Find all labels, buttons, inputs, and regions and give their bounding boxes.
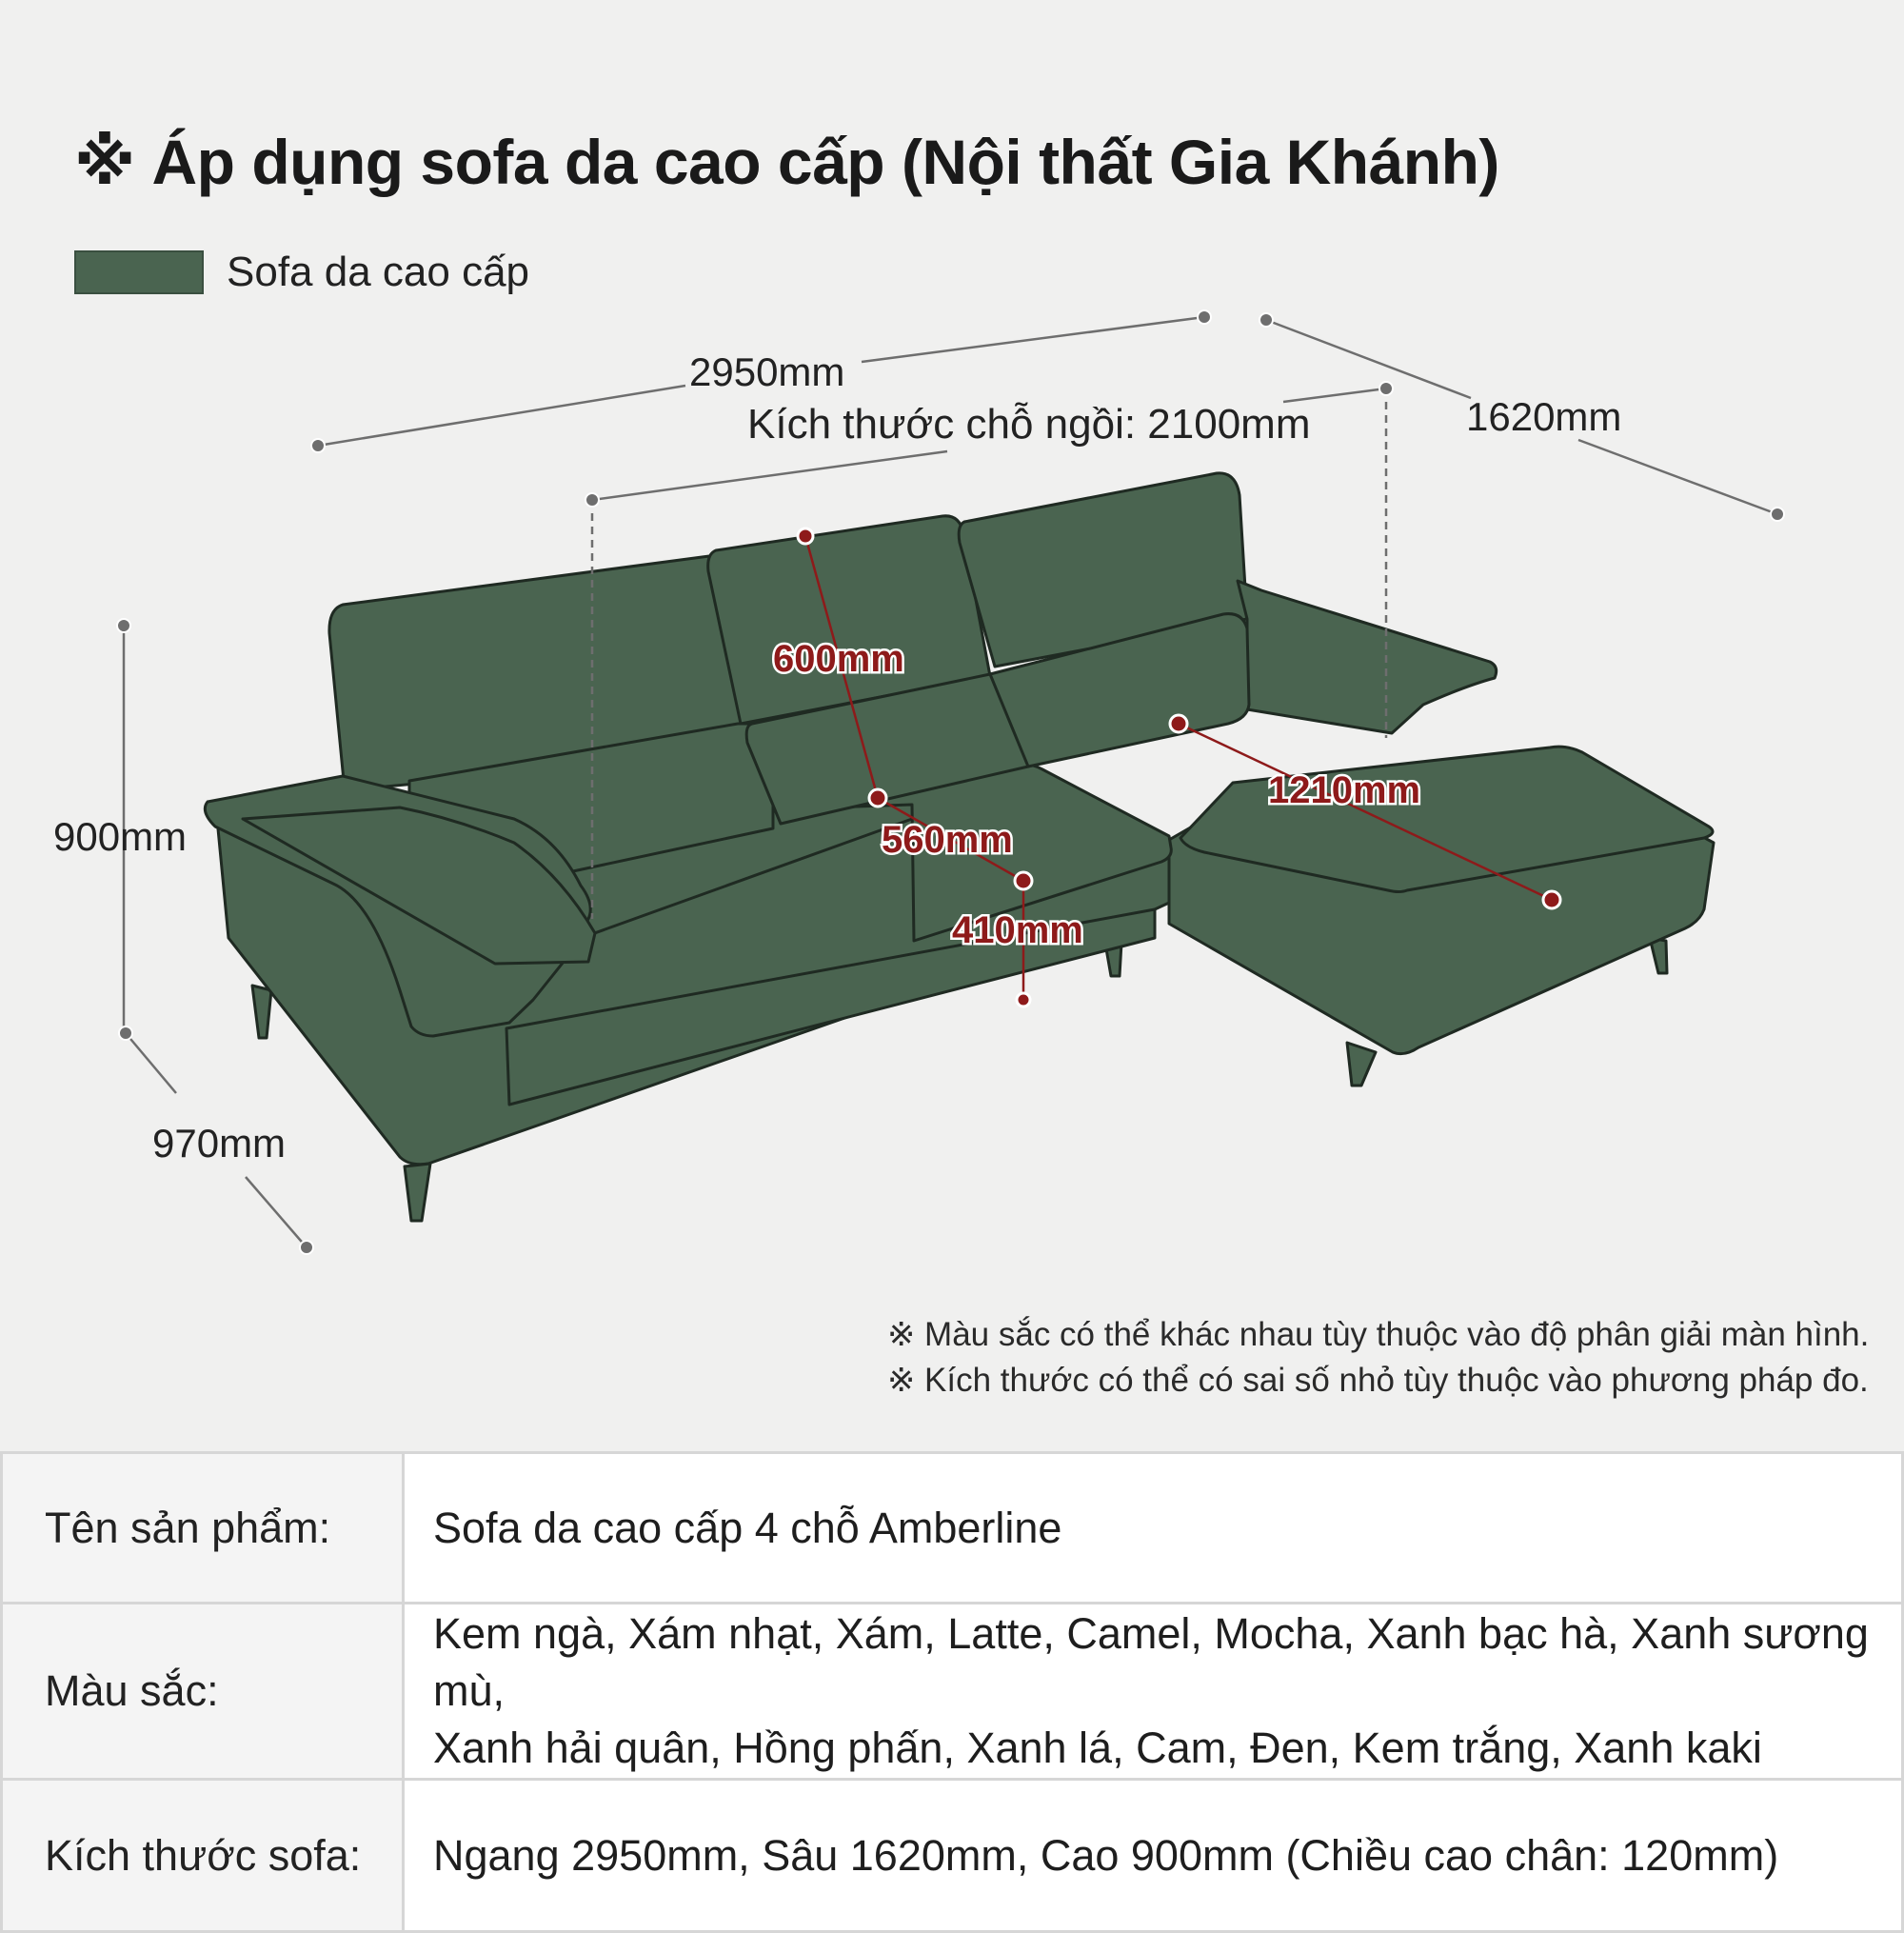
dimline-seat-width-right [1283, 389, 1386, 402]
table-row [2, 1453, 1903, 1604]
sofa-leg-front-right [1347, 1043, 1376, 1086]
label-backrest-height: 600mm [773, 638, 904, 680]
dimline-depth-left-top [126, 1033, 176, 1093]
sofa-leg-back-left [252, 986, 271, 1038]
note-size: ※ Kích thước có thể có sai số nhỏ tùy thuộc vào phương pháp đo. [887, 1362, 1869, 1399]
spec-value-product-name: Sofa da cao cấp 4 chỗ Amberline [404, 1453, 1903, 1604]
dimline-depth-top [1266, 320, 1471, 398]
sofa-leg-front-left [405, 1164, 430, 1221]
spec-label-product-name: Tên sản phẩm: [2, 1453, 404, 1604]
dimline-seat-width-left [592, 451, 947, 500]
spec-value-colors [404, 1604, 1903, 1780]
spec-value-colors-line1: Kem ngà, Xám nhạt, Xám, Latte, Camel, Mocha, Xanh bạc hà, Xanh sương mù, [433, 1609, 1869, 1715]
label-seat-depth: 560mm [882, 819, 1013, 861]
dimline-total-width-left [318, 386, 685, 446]
spec-value-dimensions: Ngang 2950mm, Sâu 1620mm, Cao 900mm (Chiều cao chân: 120mm) [404, 1780, 1903, 1932]
sofa-chaise-armrest [1238, 581, 1497, 733]
label-height: 900mm [53, 814, 188, 859]
spec-table [0, 1451, 1904, 1933]
label-seat-width: Kích thước chỗ ngồi: 2100mm [747, 401, 1311, 448]
dimline-depth-left-bottom [246, 1177, 307, 1247]
label-seat-height: 410mm [952, 909, 1083, 951]
disclaimer-notes [887, 1312, 1869, 1404]
legend-label: Sofa da cao cấp [227, 249, 530, 295]
dimline-total-width-right [862, 317, 1204, 362]
spec-value-colors-line2: Xanh hải quân, Hồng phấn, Xanh lá, Cam, Đen, Kem trắng, Xanh kaki [433, 1724, 1762, 1772]
dimline-depth-bottom [1578, 440, 1777, 514]
page-title: ※ Áp dụng sofa da cao cấp (Nội thất Gia Khánh) [74, 127, 1499, 197]
table-row [2, 1604, 1903, 1780]
spec-label-dimensions: Kích thước sofa: [2, 1780, 404, 1932]
table-row [2, 1780, 1903, 1932]
label-chaise-length: 1210mm [1268, 769, 1421, 811]
label-total-width: 2950mm [689, 349, 845, 394]
label-total-depth: 1620mm [1466, 394, 1622, 439]
label-depth: 970mm [152, 1121, 287, 1166]
spec-label-colors: Màu sắc: [2, 1604, 404, 1780]
note-color: ※ Màu sắc có thể khác nhau tùy thuộc vào độ phân giải màn hình. [887, 1316, 1870, 1353]
